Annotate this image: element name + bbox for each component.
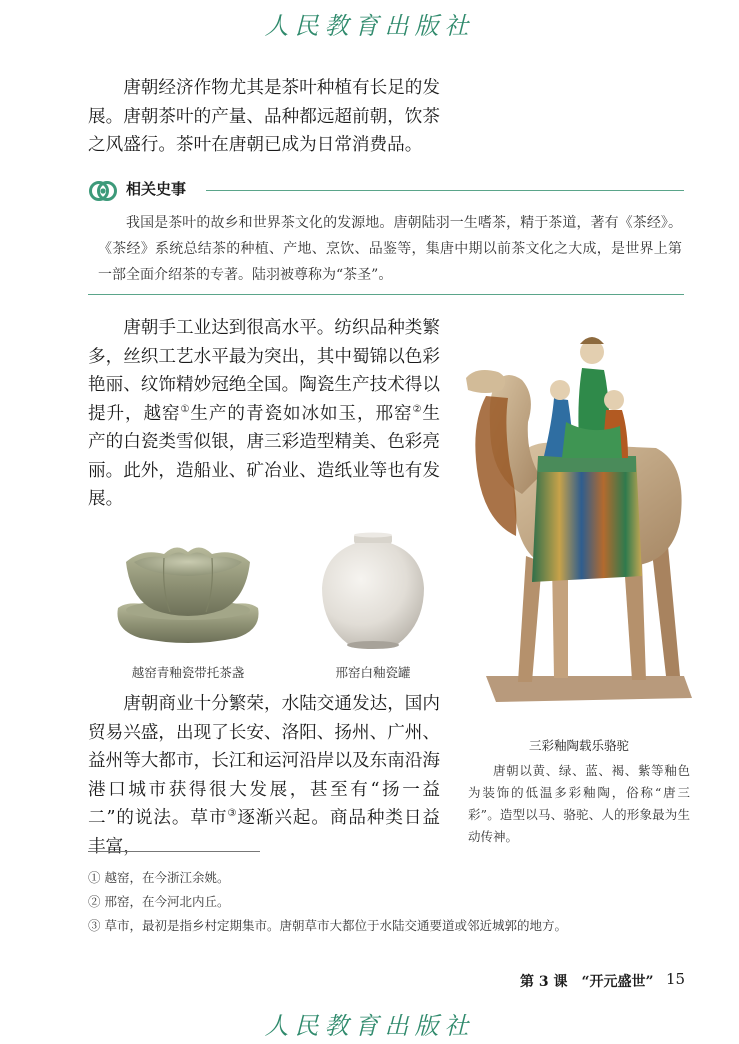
commerce-text-1: 唐朝商业十分繁荣，水陆交通发达，国内贸易兴盛，出现了长安、洛阳、扬州、广州、益州等大都市，长江和运河沿岸以及东南沿海港口城市获得很大发展，甚至有“扬一益二”的说法。草市 xyxy=(88,694,440,828)
related-bottom-rule xyxy=(88,294,684,295)
footnote-rule xyxy=(88,851,260,852)
paragraph-handicraft xyxy=(88,314,440,514)
related-history-title: 相关史事 xyxy=(126,180,187,198)
publisher-header: 人民教育出版社 xyxy=(264,12,475,40)
bowl-caption: 越窑青釉瓷带托茶盏 xyxy=(131,665,245,680)
handicraft-text-1: 唐朝手工业达到很高水平。纺织品种类繁多，丝织工艺水平最为突出，其中蜀锦以色彩艳丽、纹饰精妙冠绝全国。陶瓷生产技术得以提升，越窑 xyxy=(88,318,440,424)
commerce-text-2: 逐渐兴起。商品种类日益丰富， xyxy=(88,808,440,857)
footnote-1: ① 越窑，在今浙江余姚。 xyxy=(88,870,230,885)
related-history-icon xyxy=(88,176,118,206)
sancai-camel-image xyxy=(456,326,692,710)
footnote-3: ③ 草市，最初是指乡村定期集市。唐朝草市大都位于水陆交通要道或邻近城郭的地方。 xyxy=(88,918,567,933)
white-jar-image xyxy=(318,532,428,654)
page-number: 15 xyxy=(666,970,686,988)
jar-caption: 邢窑白釉瓷罐 xyxy=(335,665,411,680)
footnote-mark-2: ② xyxy=(412,403,423,415)
footnote-mark-3: ③ xyxy=(227,808,238,820)
handicraft-text-2: 生产的青瓷如冰如玉，邢窑 xyxy=(190,403,413,424)
handicraft-text-3: 生产的白瓷类雪似银，唐三彩造型精美、色彩亮丽。此外，造船业、矿冶业、造纸业等也有发展。 xyxy=(88,403,440,509)
publisher-footer: 人民教育出版社 xyxy=(264,1012,475,1040)
celadon-bowl-image xyxy=(112,540,264,652)
paragraph-commerce xyxy=(88,690,440,861)
footnote-2: ② 邢窑，在今河北内丘。 xyxy=(88,894,230,909)
camel-caption-description: 唐朝以黄、绿、蓝、褐、紫等釉色为装饰的低温多彩釉陶，俗称“唐三彩”。造型以马、骆驼、人的形象最为生动传神。 xyxy=(468,763,690,844)
paragraph-tea: 唐朝经济作物尤其是茶叶种植有长足的发展。唐朝茶叶的产量、品种都远超前朝，饮茶之风盛行。茶叶在唐朝已成为日常消费品。 xyxy=(88,78,440,155)
related-history-text: 我国是茶叶的故乡和世界茶文化的发源地。唐朝陆羽一生嗜茶，精于茶道，著有《茶经》。《茶经》系统总结茶的种植、产地、烹饮、品鉴等，集唐中期以前茶文化之大成，是世界上第一部全面介绍茶的专著。陆羽被尊称为“茶圣”。 xyxy=(98,215,682,283)
related-top-rule xyxy=(206,190,684,191)
footnote-mark-1: ① xyxy=(180,403,191,415)
lesson-title: 第 3 课 “开元盛世” xyxy=(520,974,654,990)
camel-caption-title: 三彩釉陶载乐骆驼 xyxy=(528,738,629,753)
